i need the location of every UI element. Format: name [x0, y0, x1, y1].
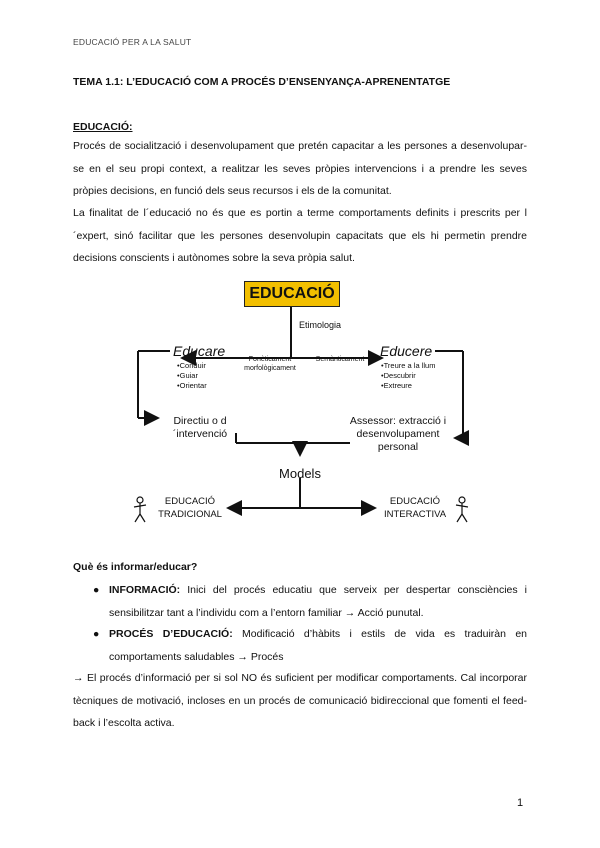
page-number: 1: [517, 797, 524, 809]
educere-list: [381, 361, 435, 391]
etimologia-label: Etimologia: [299, 320, 342, 330]
bullet-body: Modificació d’hàbits i estils de vida es traduiràn en comportaments saludables → Procés: [109, 628, 527, 663]
list-item: •Extreure: [381, 381, 412, 390]
paragraph-purpose: La finalitat de l´educació no és que es portin a terme comportaments definits i prescrits per l´expert, sinó facilitar que les persones desenvolupin capacitats que els hi permetin prendre decisions conscients i autònomes sobre la seva pròpia salut.: [73, 207, 527, 264]
list-item: •Guiar: [177, 371, 198, 380]
directive-box: Directiu o d´intervenció: [172, 415, 228, 440]
bullet-text: [109, 579, 527, 624]
phonetic-note: Fonèticament morfològicament: [244, 356, 296, 372]
semantic-note: Semànticament: [315, 356, 365, 363]
document-title: TEMA 1.1: L’EDUCACIÓ COM A PROCÉS D’ENSENYANÇA-APRENENTATGE: [73, 76, 451, 88]
interactive-education-label: EDUCACIÓ INTERACTIVA: [383, 496, 447, 520]
list-item: •Orientar: [177, 381, 207, 390]
bullet-body: Inici del procés educatiu que serveix per despertar consciències i sensibilitzar tant a l’individu com a l’entorn familiar → Acció punutal.: [109, 584, 527, 619]
educere-term: Educere: [380, 343, 433, 359]
educare-term: Educare: [173, 343, 226, 359]
question-heading: Què és informar/educar?: [73, 561, 198, 573]
running-header: EDUCACIÓ PER A LA SALUT: [73, 37, 192, 47]
list-item: •Conduir: [177, 361, 206, 370]
traditional-education-label: EDUCACIÓ TRADICIONAL: [158, 496, 222, 520]
educare-list: [177, 361, 207, 391]
bullet-label: PROCÉS D’EDUCACIÓ:: [109, 628, 233, 640]
diagram-connectors: [120, 278, 480, 528]
bullet-text: [109, 623, 527, 668]
bullet-label: INFORMACIÓ:: [109, 584, 181, 596]
section-heading: EDUCACIÓ:: [73, 121, 133, 133]
assessor-box: Assessor: extracció i desenvolupament personal: [349, 415, 447, 453]
list-item: •Descubrir: [381, 371, 416, 380]
bullet-dot: ●: [93, 584, 100, 596]
models-label: Models: [279, 466, 321, 481]
bullet-proces-educacio: [93, 623, 527, 668]
bullet-informacio: [93, 579, 527, 624]
bullet-dot: ●: [93, 628, 100, 640]
stick-figure-left: [134, 497, 146, 522]
stick-figure-right: [456, 497, 468, 522]
list-item: •Treure a la llum: [381, 361, 436, 370]
diagram-title-box: EDUCACIÓ: [244, 281, 340, 307]
paragraph-definition: Procés de socialització i desenvolupament que pretén capacitar a les persones a desenvolupar-se en el seu propi context, a realitzar les seves pròpies intervencions i a prendre les seves pròpies decisions, en funció dels seus recursos i els de la comunitat.: [73, 140, 527, 197]
paragraph-conclusion: → El procés d’informació per si sol NO és suficient per modificar comportaments. Cal incorporar tècniques de motivació, incloses en un procés de comunicació bidireccional que fomenti el feed-back i l’escolta activa.: [73, 672, 527, 729]
education-diagram: [120, 278, 480, 528]
